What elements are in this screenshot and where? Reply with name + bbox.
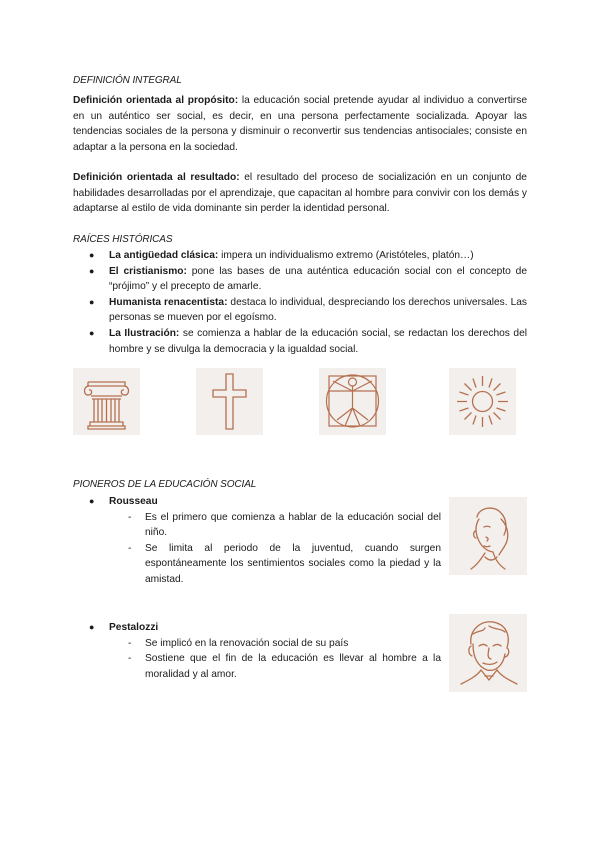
paragraph-text: la educación social pretende ayudar al individuo a convertirse en un auténtico ser social, es decir, en una persona perfectamente socializada. Apoyar las tendencias sociales de la persona y disminuir o reconvertir sus tendencias antisociales; consiste en adaptar a la persona en la sociedad. [73, 95, 527, 153]
list-item: - Sostiene que el fin de la educación es llevar al hombre a la moralidad y al amor. [128, 653, 441, 680]
list-item: ● Humanista renacentista: destaca lo individual, despreciando los derechos universales. Las personas se mueven por el egoísmo. [89, 296, 527, 324]
list-item: - Se limita al periodo de la juventud, cuando surgen espontáneamente los sentimientos sociales como la piedad y la amistad. [128, 542, 441, 585]
section-title-pioneros: PIONEROS DE LA EDUCACIÓN SOCIAL [73, 479, 257, 490]
bullet-icon: ● [89, 265, 95, 276]
pioneer-points [73, 510, 453, 588]
rousseau-portrait [449, 497, 527, 575]
bullet-icon: ● [89, 496, 95, 506]
pioneer-rousseau [73, 494, 453, 588]
list-item: - Se implicó en la renovación social de su país [73, 636, 441, 652]
paragraph-proposito [73, 93, 527, 155]
list-item: - Es el primero que comienza a hablar de la educación social del niño. [128, 511, 441, 539]
pioneer-pestalozzi [73, 620, 453, 682]
column-icon [73, 368, 140, 435]
dash-icon: - [128, 542, 132, 554]
dash-icon: - [128, 653, 132, 665]
bullet-icon: ● [89, 327, 95, 338]
paragraph-label: Definición orientada al resultado: [73, 172, 240, 183]
sun-icon [449, 368, 516, 435]
section-title-raices: RAÍCES HISTÓRICAS [73, 234, 173, 245]
paragraph-resultado [73, 170, 527, 217]
paragraph-label: Definición orientada al propósito: [73, 95, 239, 106]
bullet-icon: ● [89, 250, 95, 260]
bullet-icon: ● [89, 296, 95, 307]
vitruvian-man-icon [319, 368, 386, 435]
paragraph-text: el resultado del proceso de socialización en un conjunto de habilidades desarrolladas por el aprendizaje, que capacitan al hombre para convivir con los demás y adaptarse al estilo de vida dominante sin perder la identidad personal. [73, 172, 527, 215]
list-item: ● El cristianismo: pone las bases de una auténtica educación social con el concepto de “prójimo” y el precepto de amarle. [89, 265, 527, 293]
list-item: ● La Ilustración: se comienza a hablar de la educación social, se redactan los derechos del hombre y se divulga la democracia y la igualdad social. [89, 327, 527, 355]
raices-list [73, 248, 527, 357]
pioneer-points [73, 636, 453, 683]
pioneer-name: ● Rousseau [73, 494, 453, 510]
dash-icon: - [128, 511, 132, 523]
bullet-icon: ● [89, 622, 95, 632]
pestalozzi-portrait [449, 614, 527, 692]
dash-icon: - [128, 637, 132, 649]
cross-icon [196, 368, 263, 435]
pioneer-name: ● Pestalozzi [73, 620, 453, 636]
list-item: ● La antigüedad clásica: impera un individualismo extremo (Aristóteles, platón…) [73, 248, 527, 264]
section-title-definicion: DEFINICIÓN INTEGRAL [73, 75, 182, 86]
